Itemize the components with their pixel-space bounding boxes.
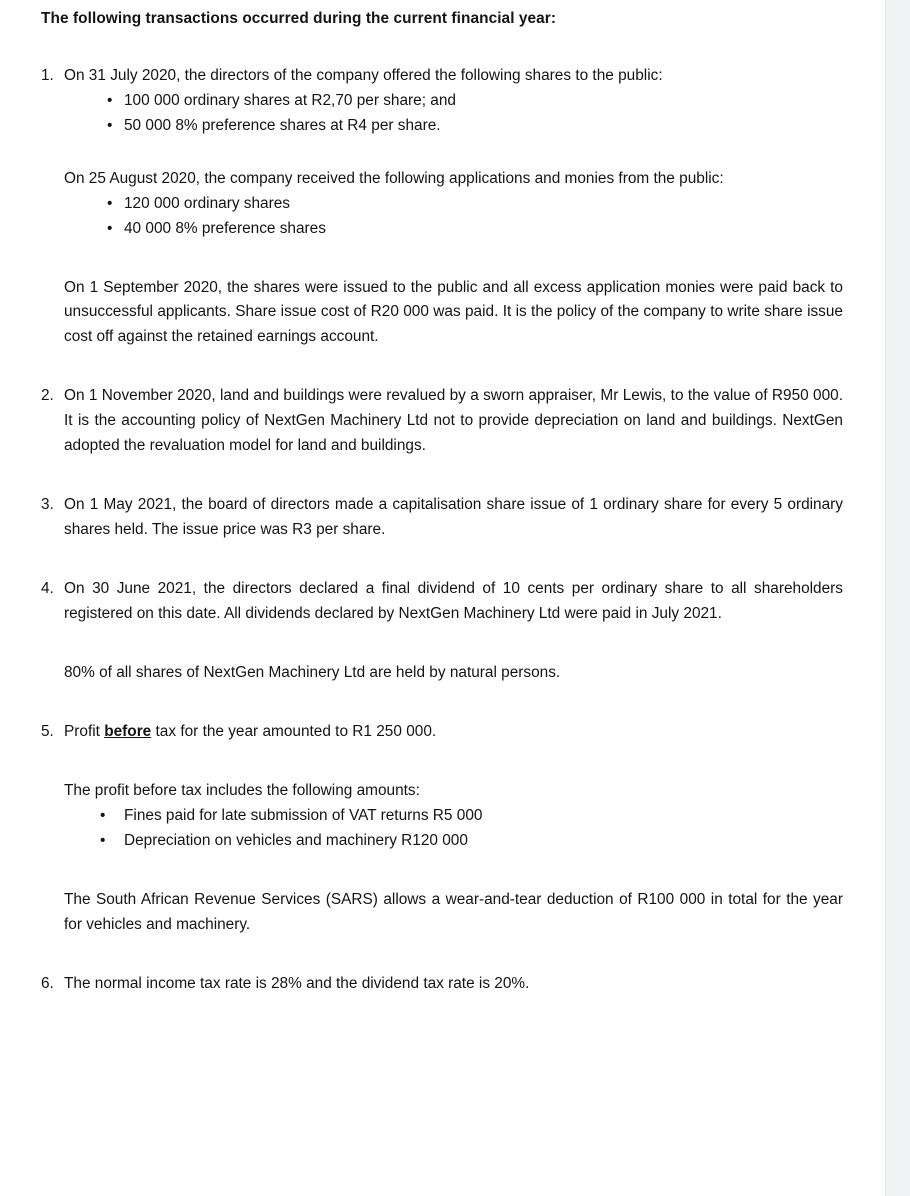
spacer: [41, 938, 843, 972]
list-item-5-prefix: Profit: [64, 723, 105, 740]
list-item-5-emphasis: before: [104, 723, 152, 740]
list-item: [41, 829, 843, 854]
list-item-1-intro: On 31 July 2020, the directors of the company offered the following shares to the public:: [64, 66, 663, 84]
list-item-1-number: 1.: [41, 66, 54, 84]
list-item-4: [41, 577, 843, 627]
spacer: [41, 854, 843, 888]
bullet-icon: •: [107, 91, 113, 109]
list-item-1-bullets-offer: [41, 89, 843, 139]
spacer: [41, 627, 843, 661]
bullet-text: Depreciation on vehicles and machinery R120 000: [124, 831, 468, 849]
list-item-3: [41, 493, 843, 543]
list-item-5-suffix: tax for the year amounted to R1 250 000.: [151, 723, 437, 740]
list-item-4-followup-text: 80% of all shares of NextGen Machinery Ltd are held by natural persons.: [64, 664, 561, 682]
bullet-text: 40 000 8% preference shares: [124, 219, 326, 237]
list-item-1: [41, 64, 843, 89]
list-item-5-paragraph: [64, 720, 843, 745]
list-item-1-applications: [41, 167, 843, 192]
page-title: The following transactions occurred during the current financial year:: [41, 10, 557, 27]
list-item: [41, 89, 843, 114]
list-item-2-paragraph: On 1 November 2020, land and buildings were revalued by a sworn appraiser, Mr Lewis, to the value of R950 000. It is the accounting policy of NextGen Machinery Ltd not to provide depreciation on land and buildings. NextGen adopted the revaluation model for land and buildings.: [64, 387, 843, 455]
list-item: [41, 804, 843, 829]
bullet-text: 120 000 ordinary shares: [124, 194, 290, 212]
bullet-text: 100 000 ordinary shares at R2,70 per share; and: [124, 91, 456, 109]
list-item-5-number: 5.: [41, 723, 54, 740]
spacer: [41, 30, 843, 64]
list-item: [41, 114, 843, 139]
bullet-icon: •: [107, 194, 113, 212]
list-item-4-followup: [41, 661, 843, 686]
spacer: [41, 350, 843, 384]
list-item-5: [41, 720, 843, 745]
spacer: [41, 745, 843, 779]
list-item-1-bullets-applications: [41, 192, 843, 242]
spacer: [41, 459, 843, 493]
list-item-3-paragraph: On 1 May 2021, the board of directors made a capitalisation share issue of 1 ordinary share for every 5 ordinary shares held. The issue price was R3 per share.: [64, 496, 843, 539]
spacer: [41, 543, 843, 577]
list-item-5-subintro: [41, 779, 843, 804]
bullet-text: 50 000 8% preference shares at R4 per share.: [124, 116, 441, 134]
list-item-5-closing: [41, 888, 843, 938]
list-item-4-paragraph: On 30 June 2021, the directors declared a final dividend of 10 cents per ordinary share to all shareholders registered on this date. All dividends declared by NextGen Machinery Ltd were paid in July 2021.: [64, 580, 843, 623]
list-item-1-closing: [41, 276, 843, 351]
list-item-2: [41, 384, 843, 459]
list-item-5-closing-paragraph: The South African Revenue Services (SARS) allows a wear-and-tear deduction of R100 000 in total for the year for vehicles and machinery.: [64, 890, 843, 933]
list-item-1-second-intro: On 25 August 2020, the company received the following applications and monies from the public:: [64, 169, 724, 187]
list-item: [41, 217, 843, 242]
list-item-1-closing-paragraph: On 1 September 2020, the shares were issued to the public and all excess application monies were paid back to unsuccessful applicants. Share issue cost of R20 000 was paid. It is the policy of the company to write share issue cost off against the retained earnings account.: [64, 278, 843, 346]
list-item-2-number: 2.: [41, 387, 54, 405]
bullet-icon: •: [100, 806, 106, 824]
list-item-5-subintro-text: The profit before tax includes the following amounts:: [64, 781, 420, 799]
list-item-6-number: 6.: [41, 974, 54, 992]
list-item: [41, 192, 843, 217]
spacer: [41, 139, 843, 167]
list-item-6: [41, 972, 843, 997]
list-item-3-number: 3.: [41, 496, 54, 514]
list-item-6-paragraph: The normal income tax rate is 28% and the dividend tax rate is 20%.: [64, 974, 530, 992]
bullet-icon: •: [107, 219, 113, 237]
spacer: [41, 242, 843, 276]
bullet-icon: •: [107, 116, 113, 134]
bullet-text: Fines paid for late submission of VAT returns R5 000: [124, 806, 483, 824]
list-item-5-bullets: [41, 804, 843, 854]
list-item-4-number: 4.: [41, 580, 54, 598]
bullet-icon: •: [100, 831, 106, 849]
spacer: [41, 686, 843, 720]
